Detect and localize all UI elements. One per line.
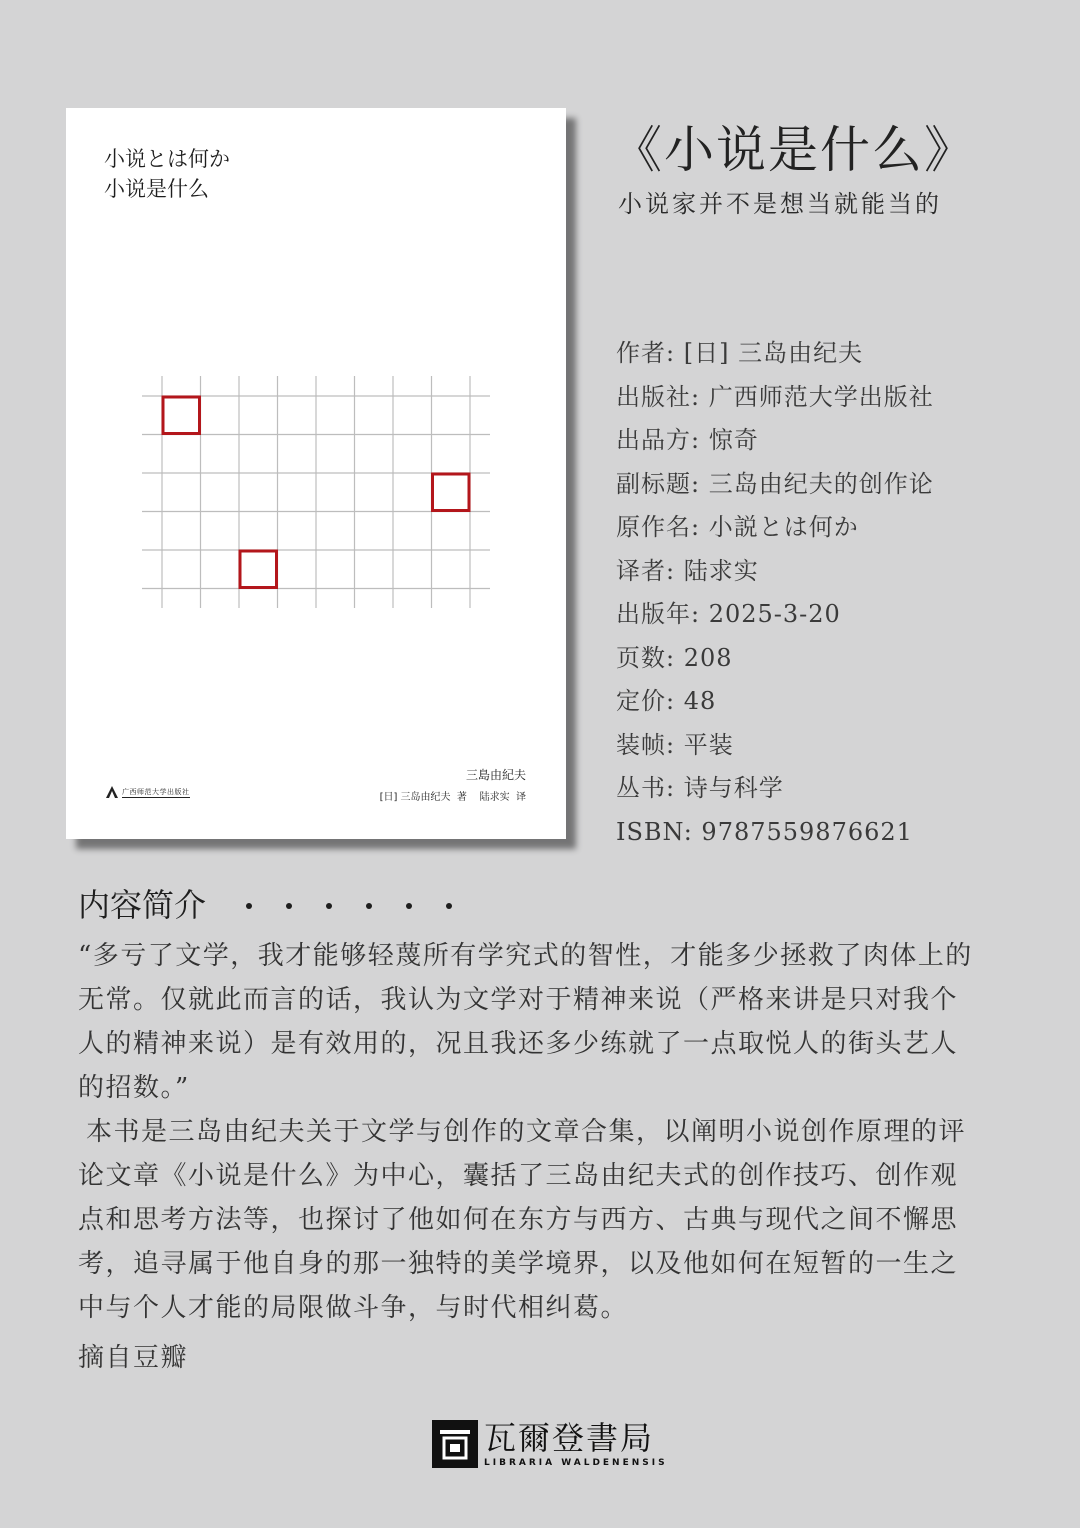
intro-quote: “多亏了文学，我才能够轻蔑所有学究式的智性，才能多少拯救了肉体上的无常。仅就此而言的话，我认为文学对于精神来说（严格来讲是只对我个人的精神来说）是有效用的，况且我还多少练就了一点取悦人的街头艺人的招数。” [78,941,973,1103]
publisher-logo-text: 广西师范大学出版社 [122,787,190,796]
bookstore-emblem-icon [432,1420,478,1468]
red-square-2 [433,474,470,511]
bookstore-name-en: LIBRARIA WALDENENSIS [484,1458,668,1468]
book-cover [66,108,566,839]
heading-dots-decoration [246,897,452,909]
bookstore-logo [432,1420,668,1468]
info-author: 作者: [日] 三岛由纪夫 [616,339,864,367]
cover-grid-illustration [142,376,492,608]
intro-body [78,934,983,1380]
info-translator: 译者: 陆求实 [616,556,759,585]
red-square-3 [240,551,277,588]
info-binding: 装帧: 平装 [616,730,734,759]
intro-heading [78,880,452,926]
info-isbn: ISBN: 9787559876621 [616,817,913,846]
cover-author-jp: 三島由紀夫 [465,768,526,782]
intro-heading-text: 内容简介 [78,886,207,924]
tagline: 小说家并不是想当就能当的 [618,190,942,218]
info-pages: 页数: 208 [616,643,733,672]
publisher-mark-icon [106,786,118,798]
intro-source: 摘自豆瓣 [78,1343,189,1373]
info-publisher: 出版社: 广西师范大学出版社 [616,382,934,411]
cover-title-cn: 小说是什么 [104,177,209,201]
cover-credits: [日] 三岛由纪夫 著 陆求实 译 [379,792,526,803]
info-publish-date: 出版年: 2025-3-20 [616,600,841,628]
info-series: 丛书: 诗与科学 [616,774,784,802]
red-square-1 [163,397,200,434]
cover-title-jp: 小说とは何か [104,147,230,171]
info-subtitle: 副标题: 三岛由纪夫的创作论 [616,469,934,498]
book-info-list [616,332,934,854]
intro-summary: 本书是三岛由纪夫关于文学与创作的文章合集，以阐明小说创作原理的评论文章《小说是什么》为中心，囊括了三岛由纪夫式的创作技巧、创作观点和思考方法等，也探讨了他如何在东方与西方、古典与现代之间不懈思考，追寻属于他自身的那一独特的美学境界，以及他如何在短暂的一生之中与个人才能的局限做斗争，与时代相纠葛。 [78,1117,967,1323]
info-producer: 出品方: 惊奇 [616,426,759,454]
publisher-logo [106,786,190,798]
page-title: 《小说是什么》 [612,121,976,179]
bookstore-name-cn: 瓦爾登書局 [484,1419,655,1457]
cover-title [104,144,230,204]
info-original-title: 原作名: 小説とは何か [616,513,859,541]
info-price: 定价: 48 [616,687,717,715]
